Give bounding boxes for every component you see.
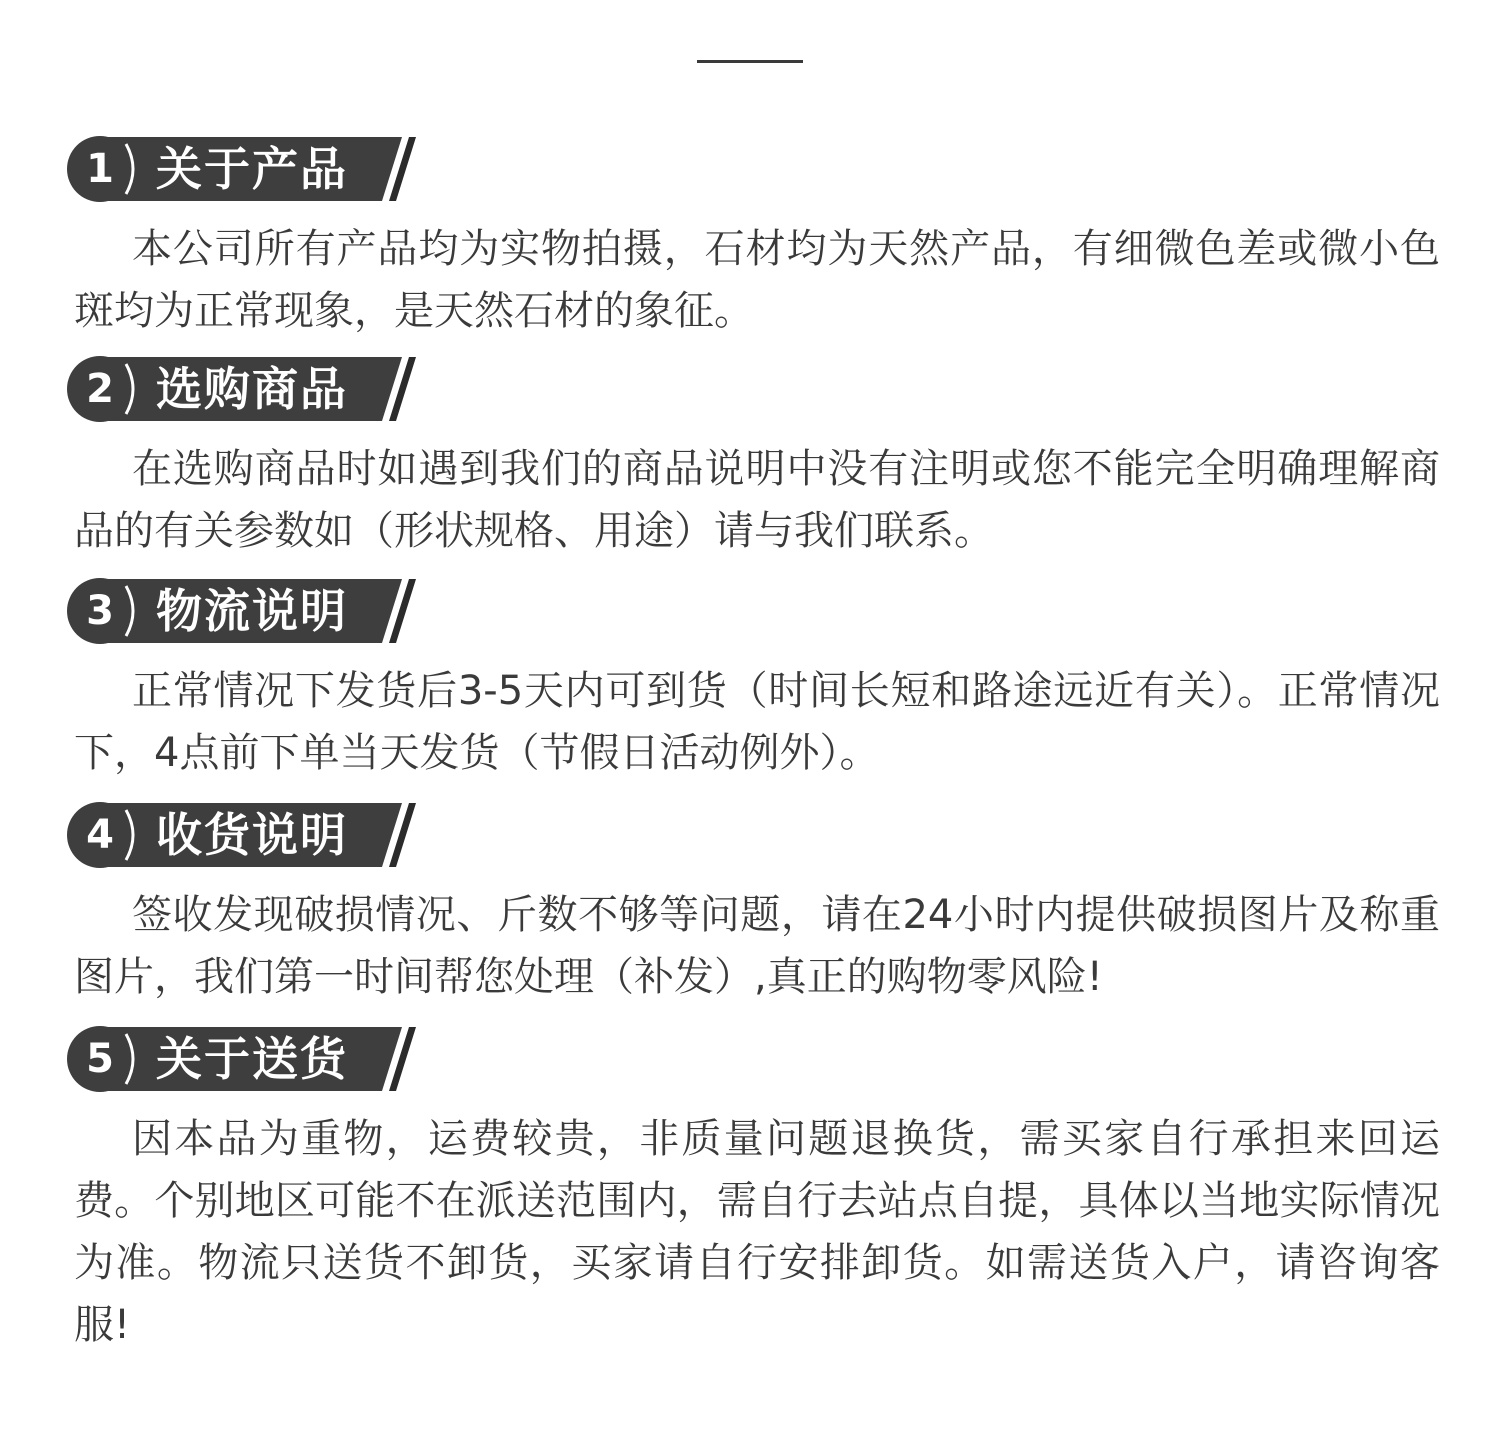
section-number: 2 bbox=[86, 366, 114, 412]
section-banner bbox=[66, 802, 426, 868]
section-banner bbox=[66, 578, 426, 644]
section-heading: 收货说明 bbox=[156, 808, 348, 862]
section-banner bbox=[66, 136, 426, 202]
section-heading: 关于送货 bbox=[156, 1032, 348, 1086]
section-heading: 选购商品 bbox=[156, 362, 348, 416]
section-body: 因本品为重物，运费较贵，非质量问题退换货，需买家自行承担来回运费。个别地区可能不在派送范围内，需自行去站点自提，具体以当地实际情况为准。物流只送货不卸货，买家请自行安排卸货。如需送货入户，请咨询客服! bbox=[74, 1116, 1440, 1348]
title-divider bbox=[697, 60, 803, 63]
section-number: 5 bbox=[86, 1036, 114, 1082]
section-body: 签收发现破损情况、斤数不够等问题，请在24小时内提供破损图片及称重图片，我们第一时间帮您处理（补发）,真正的购物零风险! bbox=[74, 892, 1440, 1000]
section-body: 在选购商品时如遇到我们的商品说明中没有注明或您不能完全明确理解商品的有关参数如（形状规格、用途）请与我们联系。 bbox=[74, 446, 1440, 554]
section-heading: 关于产品 bbox=[156, 142, 348, 196]
section-number: 3 bbox=[86, 588, 114, 634]
section-number: 1 bbox=[86, 146, 114, 192]
section-heading: 物流说明 bbox=[156, 584, 348, 638]
section-number: 4 bbox=[86, 812, 114, 858]
page-title bbox=[0, 0, 1500, 22]
section-body: 本公司所有产品均为实物拍摄，石材均为天然产品，有细微色差或微小色斑均为正常现象，是天然石材的象征。 bbox=[74, 226, 1440, 334]
section-banner bbox=[66, 1026, 426, 1092]
section-banner bbox=[66, 356, 426, 422]
section-body: 正常情况下发货后3-5天内可到货（时间长短和路途远近有关）。正常情况下，4点前下单当天发货（节假日活动例外）。 bbox=[74, 668, 1440, 776]
